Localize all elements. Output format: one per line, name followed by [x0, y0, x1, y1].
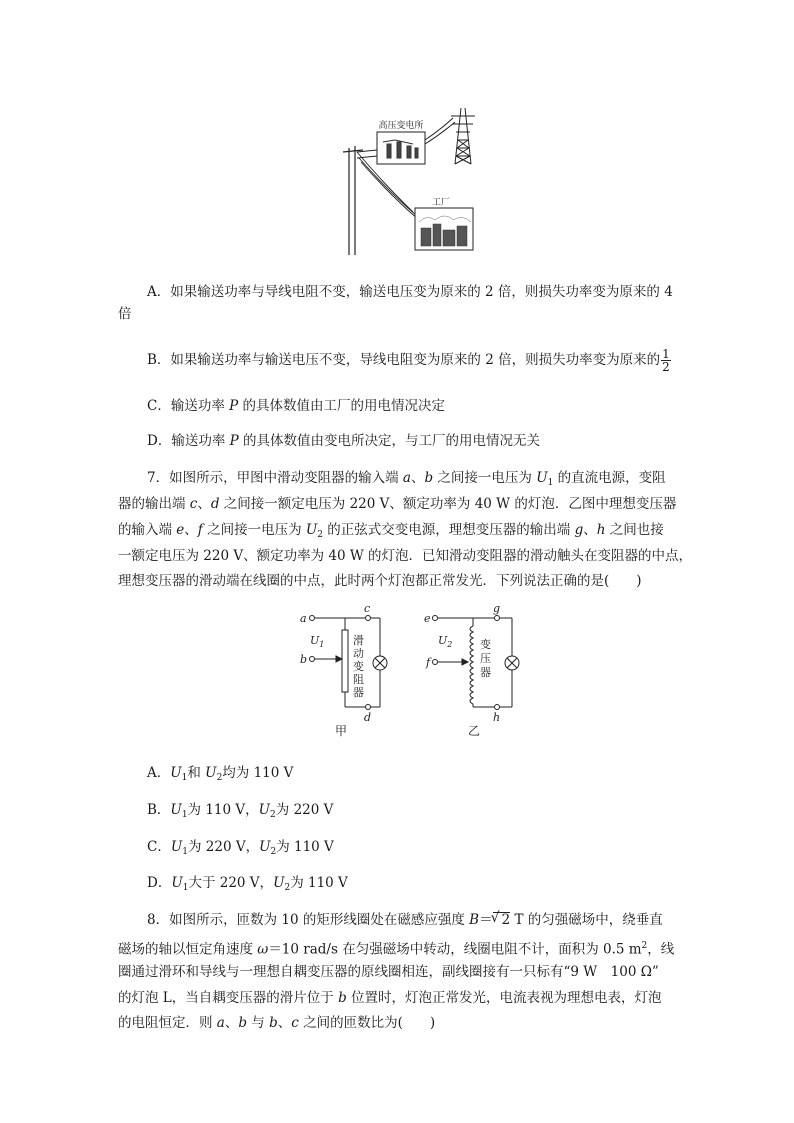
text: D．	[147, 875, 172, 891]
label-e: e	[424, 612, 431, 625]
q8-stem-line-5	[118, 1013, 435, 1033]
var: b	[338, 990, 347, 1006]
text: 的直流电源，变阻	[553, 470, 666, 486]
q8-stem-line-2	[118, 936, 674, 960]
q6-option-a-text-cont: 倍	[118, 306, 132, 322]
subscript: 1	[547, 478, 554, 488]
var: b	[269, 1015, 278, 1031]
rheostat	[342, 630, 348, 692]
q7-stem-line-4	[118, 546, 692, 566]
label-c: c	[364, 602, 371, 615]
text: 、	[583, 522, 597, 538]
subscript: 1	[181, 810, 188, 820]
q7-stem-line-2	[118, 494, 676, 514]
terminal-h	[495, 705, 500, 710]
var: d	[210, 496, 220, 512]
var: U	[536, 470, 548, 486]
text: 的正弦式交变电源，理想变压器的输出端	[323, 522, 575, 538]
rheostat-char: 动	[353, 647, 364, 660]
subscript: 2	[270, 847, 277, 857]
text: ＝10 rad/s 在匀强磁场中转动，线圈电阻不计，面积为 0.5 m	[268, 941, 642, 958]
text: 之间也接	[605, 522, 664, 538]
rheostat-char: 阻	[353, 673, 364, 686]
caption-jia: 甲	[335, 724, 348, 738]
text: 8．如图所示，匝数为 10 的矩形线圈处在磁感应强度	[147, 912, 470, 928]
terminal-d	[366, 705, 371, 710]
q7-stem-line-5	[118, 571, 642, 591]
text: 为 110 V	[276, 839, 334, 855]
q6-option-b	[147, 348, 671, 373]
label-a: a	[300, 612, 307, 625]
superscript: 2	[641, 941, 648, 951]
q7-stem-line-3	[118, 520, 664, 545]
text: 的输入端	[118, 522, 177, 538]
rheostat-char: 滑	[353, 634, 364, 647]
terminal-a	[310, 616, 315, 621]
var-p: P	[229, 398, 239, 414]
text: 圈通过滑环和导线与一理想自耦变压器的原线圈相连，副线圈接有一只标有“9 W 100 Ω”	[118, 964, 659, 980]
q7-option-a	[147, 763, 293, 788]
terminal-b	[310, 657, 315, 662]
text: ，线	[647, 941, 675, 958]
q8-stem-line-4	[118, 988, 662, 1008]
slider-arrow-left	[336, 656, 342, 662]
subscript: 1	[182, 847, 188, 857]
var: a	[402, 470, 411, 486]
terminal-c	[366, 616, 371, 621]
q6-option-c-post: 的具体数值由工厂的用电情况决定	[238, 398, 446, 414]
var: U	[273, 875, 285, 891]
text: T 的匀强磁场中，绕垂直	[510, 912, 663, 928]
q6-option-a-cont	[118, 304, 132, 324]
slider-arrow-right	[462, 659, 468, 665]
text: 一额定电压为 220 V、额定功率为 40 W 的灯泡．已知滑动变阻器的滑动触头在变阻器的中点，	[118, 548, 693, 564]
var: U	[170, 765, 182, 781]
var: U	[258, 802, 271, 818]
var: c	[291, 1015, 299, 1031]
var: U	[170, 839, 183, 855]
q7-stem-line-1	[147, 468, 666, 493]
var: b	[424, 470, 434, 486]
q6-option-d-post: 的具体数值由变电所决定，与工厂的用电情况无关	[238, 433, 541, 449]
text: ＝	[479, 912, 493, 928]
var: c	[189, 496, 198, 512]
text: 、	[184, 522, 198, 538]
sqrt-two	[493, 912, 511, 928]
text: 理想变压器的滑动端在线圈的中点，此时两个灯泡都正常发光．下列说法正确的是( )	[118, 573, 642, 589]
text: 均为 110 V	[222, 765, 294, 781]
subscript: 2	[270, 810, 276, 820]
q8-stem-line-3	[118, 962, 659, 982]
text: C．	[147, 839, 171, 855]
q7-option-b	[147, 800, 333, 825]
transformer-char: 压	[480, 652, 491, 665]
q8-stem-line-1	[147, 910, 663, 930]
text: 大于 220 V，	[188, 875, 274, 891]
text: 、	[277, 1015, 292, 1031]
circuit-figure	[290, 600, 530, 742]
label-d: d	[364, 711, 372, 724]
transformer-coil	[470, 626, 473, 704]
subscript: 1	[182, 883, 189, 893]
var-p: P	[229, 433, 239, 449]
q7-option-c	[147, 837, 334, 862]
q6-option-d	[147, 431, 540, 451]
text: 为 110 V	[290, 875, 348, 891]
var: U	[305, 522, 318, 538]
label-f: f	[426, 656, 431, 669]
var: f	[197, 522, 203, 538]
text: 位置时，灯泡正常发光，电流表视为理想电表，灯泡	[346, 990, 662, 1006]
q6-option-c-pre: C．输送功率	[147, 398, 230, 414]
transformer-char: 变	[480, 638, 491, 651]
sqrt-radicand: 2	[501, 912, 511, 928]
text: 、	[410, 470, 425, 486]
text: 器的输出端	[118, 496, 190, 512]
text: 之间接一电压为	[202, 522, 306, 538]
fraction-numerator: 1	[662, 347, 670, 361]
text: 之间的匝数比为( )	[298, 1015, 436, 1031]
fraction-denominator: 2	[662, 360, 670, 374]
label-u2: $U_2$	[438, 634, 453, 649]
rheostat-char: 变	[353, 660, 364, 673]
var: U	[259, 839, 271, 855]
var: b	[238, 1015, 248, 1031]
subscript: 2	[216, 773, 223, 783]
label-g: g	[493, 602, 501, 615]
fraction-one-half	[661, 348, 671, 373]
var: U	[171, 875, 183, 891]
var: a	[216, 1015, 225, 1031]
subscript: 2	[317, 530, 324, 540]
text: 7．如图所示，甲图中滑动变阻器的输入端	[147, 470, 403, 486]
text: A．	[147, 765, 171, 781]
text: 为 110 V，	[187, 802, 259, 818]
text: B．	[147, 802, 171, 818]
pylon	[425, 108, 475, 164]
label-b: b	[300, 653, 308, 666]
substation-label: 高压变电所	[378, 121, 424, 131]
text: 之间接一电压为	[433, 470, 537, 486]
label-u1: $U_1$	[310, 634, 325, 649]
var: h	[596, 522, 606, 538]
q6-option-a-text: A．如果输送功率与导线电阻不变，输送电压变为原来的 2 倍，则损失功率变为原来的 4	[147, 284, 673, 300]
q6-option-d-pre: D．输送功率	[147, 433, 230, 449]
text: 为 220 V，	[187, 839, 260, 855]
subscript: 2	[284, 883, 291, 893]
var: e	[176, 522, 185, 538]
q7-option-d	[147, 873, 348, 898]
q6-option-a	[147, 282, 673, 302]
text: 为 220 V	[275, 802, 334, 818]
text: 与	[247, 1015, 270, 1031]
var: U	[170, 802, 182, 818]
label-h: h	[493, 711, 501, 724]
var: g	[574, 522, 584, 538]
var: B	[469, 912, 480, 928]
var: U	[205, 765, 217, 781]
terminal-g	[495, 616, 500, 621]
text: 之间接一额定电压为 220 V、额定功率为 40 W 的灯泡．乙图中理想变压器	[219, 496, 677, 512]
text: 的灯泡 L，当自耦变压器的滑片位于	[118, 990, 339, 1006]
q6-option-b-text: B．如果输送功率与输送电压不变，导线电阻变为原来的 2 倍，则损失功率变为原来的	[147, 352, 661, 368]
transformer-char: 器	[480, 666, 491, 679]
text: 磁场的轴以恒定角速度	[118, 941, 258, 958]
q6-option-c	[147, 396, 445, 416]
text: 和	[187, 765, 206, 781]
terminal-e	[433, 616, 438, 621]
rheostat-char: 器	[353, 686, 364, 699]
terminal-f	[433, 660, 438, 665]
subscript: 1	[181, 773, 188, 783]
utility-pole	[343, 146, 363, 255]
factory-label: 工厂	[431, 198, 451, 208]
text: 、	[197, 496, 211, 512]
text: 、	[224, 1015, 239, 1031]
transmission-figure	[335, 100, 485, 255]
var: ω	[257, 941, 269, 958]
text: 的电阻恒定．则	[118, 1015, 217, 1031]
caption-yi: 乙	[468, 724, 481, 738]
